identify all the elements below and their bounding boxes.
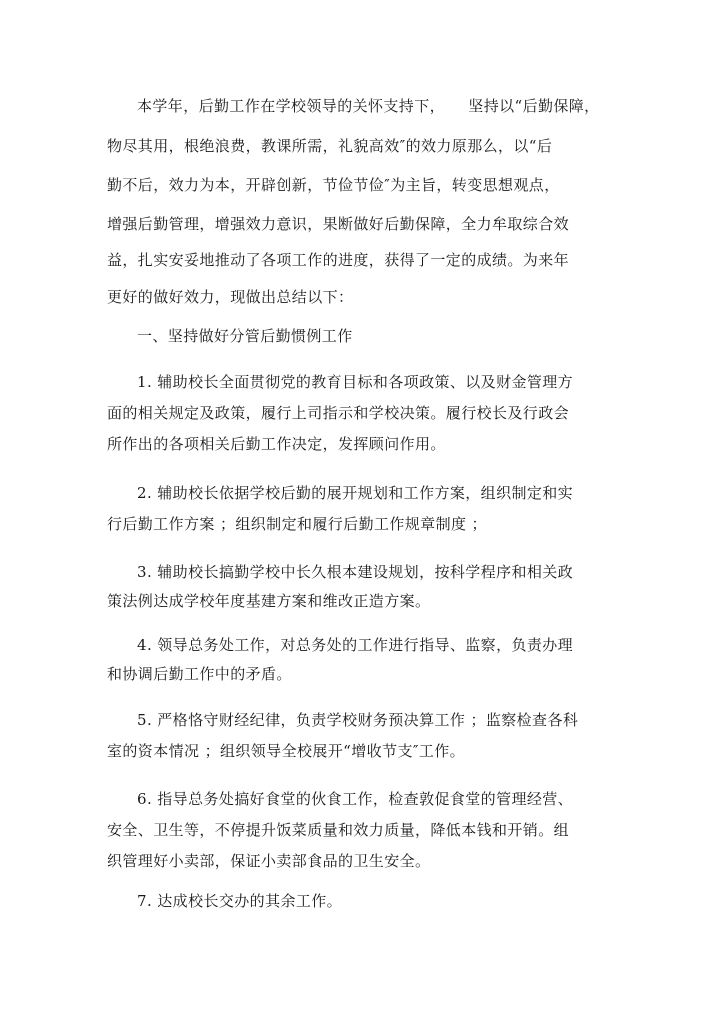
intro-line: 勤不后，效力为本，开辟创新，节俭节俭″为主旨，转变思想观点，	[107, 176, 560, 194]
intro-line: 物尽其用，根绝浪费，教课所需，礼貌高效″的效力原那么，以“后	[107, 137, 553, 155]
item-line: 和协调后勤工作中的矛盾。	[107, 665, 292, 683]
item-line: 策法例达成学校年度基建方案和维改正造方案。	[107, 592, 431, 610]
intro-line: 本学年，后勤工作在学校领导的关怀支持下， 坚持以“后勤保障，	[137, 97, 600, 115]
item-line: 5. 严格恪守财经纪律，负责学校财务预决算工作 ；监察检查各科	[137, 711, 579, 729]
item-line: 织管理好小卖部，保证小卖部食品的卫生安全。	[107, 852, 431, 870]
item-line: 4. 领导总务处工作，对总务处的工作进行指导、监察，负责办理	[137, 636, 574, 654]
item-line: 6. 指导总务处搞好食堂的伙食工作，检查敦促食堂的管理经营、	[137, 790, 574, 808]
item-line: 室的资本情况 ；组织领导全校展开“增收节支″工作。	[107, 742, 466, 760]
item-line: 行后勤工作方案 ；组织制定和履行后勤工作规章制度 ；	[107, 515, 487, 533]
item-line: 3. 辅助校长搞勤学校中长久根本建设规划，按科学程序和相关政	[137, 563, 574, 581]
item-line: 所作出的各项相关后勤工作决定，发挥顾问作用。	[107, 435, 446, 453]
section-heading: 一、坚持做好分管后勤惯例工作	[137, 327, 353, 345]
intro-line: 更好的做好效力，现做出总结以下：	[107, 288, 354, 306]
item-line: 7. 达成校长交办的其余工作。	[137, 892, 343, 910]
intro-line: 增强后勤管理，增强效力意识，果断做好后勤保障，全力牟取综合效	[107, 215, 570, 233]
item-line: 1. 辅助校长全面贯彻党的教育目标和各项政策、以及财金管理方	[137, 373, 574, 391]
item-line: 安全、卫生等，不停提升饭菜质量和效力质量，降低本钱和开销。组	[107, 821, 570, 839]
item-line: 面的相关规定及政策，履行上司指示和学校决策。履行校长及行政会	[107, 404, 570, 422]
item-line: 2. 辅助校长依据学校后勤的展开规划和工作方案，组织制定和实	[137, 484, 574, 502]
intro-line: 益，扎实安妥地推动了各项工作的进度，获得了一定的成绩。为来年	[107, 251, 570, 269]
